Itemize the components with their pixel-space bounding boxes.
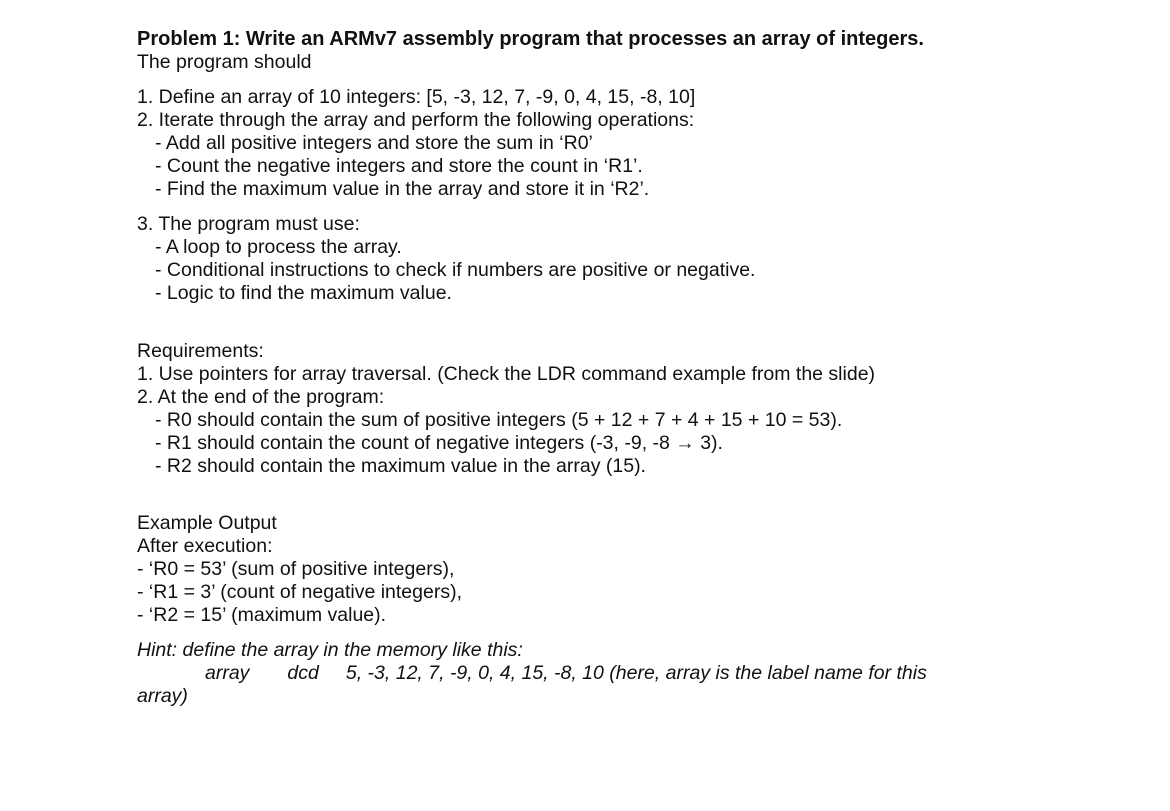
requirement-2: 2. At the end of the program: — [137, 386, 385, 408]
step-3: 3. The program must use: — [137, 213, 360, 235]
example-output-subheading: After execution: — [137, 535, 273, 557]
step-1: 1. Define an array of 10 integers: [5, -3, 12, 7, -9, 0, 4, 15, -8, 10] — [137, 86, 696, 108]
problem-document — [137, 28, 1137, 708]
example-output-item: - ‘R1 = 3’ (count of negative integers), — [137, 581, 462, 603]
hint-continuation: array) — [137, 685, 188, 707]
example-output-item: - ‘R0 = 53’ (sum of positive integers), — [137, 558, 455, 580]
hint-code-line: array dcd 5, -3, 12, 7, -9, 0, 4, 15, -8, 10 (here, array is the label name for this — [205, 662, 927, 684]
example-output-item: - ‘R2 = 15’ (maximum value). — [137, 604, 387, 626]
requirement-2-subitem: - R0 should contain the sum of positive integers (5 + 12 + 7 + 4 + 15 + 10 = 53). — [155, 409, 843, 431]
requirements-heading: Requirements: — [137, 340, 264, 362]
problem-intro: The program should — [137, 51, 312, 73]
example-output-heading: Example Output — [137, 512, 277, 534]
step-2-item: - Find the maximum value in the array and store it in ‘R2’. — [155, 178, 650, 200]
step-2: 2. Iterate through the array and perform the following operations: — [137, 109, 695, 131]
step-2-item: - Count the negative integers and store the count in ‘R1’. — [155, 155, 643, 177]
requirement-2-subitem: - R1 should contain the count of negative integers (-3, -9, -8 → 3). — [155, 432, 723, 454]
requirement-1: 1. Use pointers for array traversal. (Check the LDR command example from the slide) — [137, 363, 876, 385]
step-3-item: - Conditional instructions to check if numbers are positive or negative. — [155, 259, 756, 281]
step-3-item: - Logic to find the maximum value. — [155, 282, 452, 304]
requirement-2-subitem: - R2 should contain the maximum value in the array (15). — [155, 455, 646, 477]
step-3-item: - A loop to process the array. — [155, 236, 402, 258]
problem-title: Problem 1: Write an ARMv7 assembly program that processes an array of integers. — [137, 28, 924, 50]
step-2-item: - Add all positive integers and store the sum in ‘R0’ — [155, 132, 593, 154]
hint-text: Hint: define the array in the memory like this: — [137, 639, 523, 661]
